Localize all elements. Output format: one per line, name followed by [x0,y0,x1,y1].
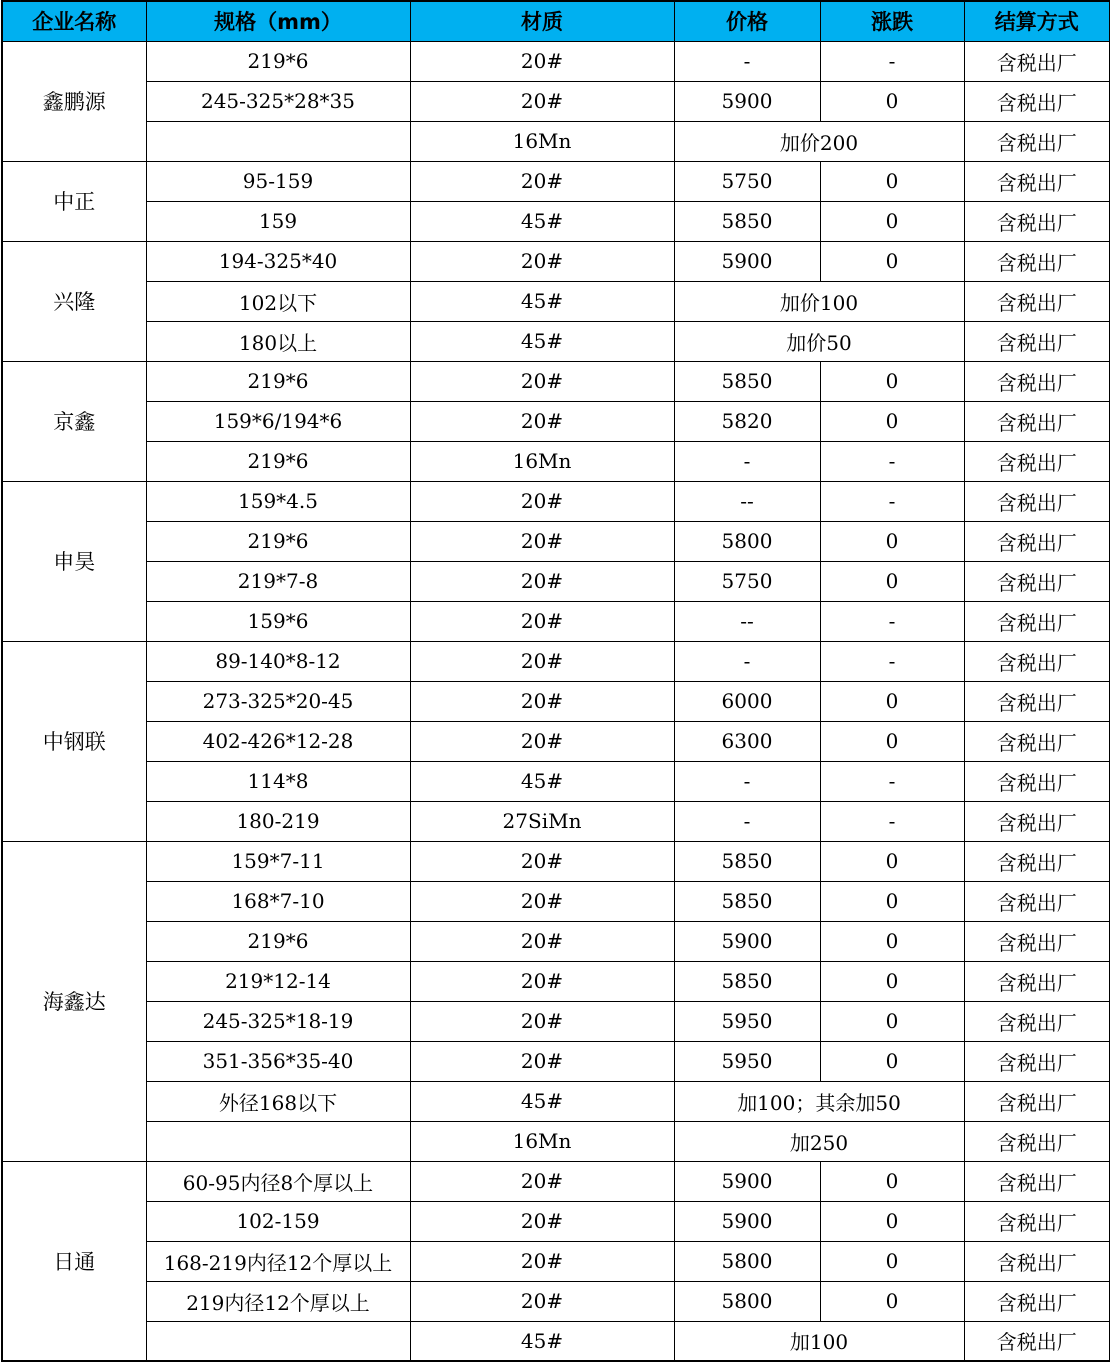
settlement-cell: 含税出厂 [964,361,1110,401]
change-cell: 0 [820,961,964,1001]
material-cell: 20# [410,681,674,721]
spec-cell: 351-356*35-40 [146,1041,410,1081]
price-cell: 5850 [674,201,820,241]
table-row [2,1121,1110,1161]
spec-cell [146,121,410,161]
header-change: 涨跌 [820,1,964,41]
change-cell: - [820,481,964,521]
table-body [2,41,1110,1361]
price-cell: 5900 [674,241,820,281]
price-cell: -- [674,481,820,521]
table-row [2,1161,1110,1201]
material-cell: 45# [410,1321,674,1361]
price-table [1,0,1110,1362]
change-cell: 0 [820,1161,964,1201]
spec-cell: 159*4.5 [146,481,410,521]
table-row [2,1041,1110,1081]
material-cell: 20# [410,1041,674,1081]
material-cell: 20# [410,41,674,81]
change-cell: 0 [820,841,964,881]
settlement-cell: 含税出厂 [964,1201,1110,1241]
change-cell: - [820,641,964,681]
company-cell: 京鑫 [2,361,146,481]
change-cell: 0 [820,1241,964,1281]
table-row [2,1281,1110,1321]
price-cell: 5800 [674,1281,820,1321]
table-row [2,561,1110,601]
spec-cell: 273-325*20-45 [146,681,410,721]
spec-cell: 102以下 [146,281,410,321]
material-cell: 20# [410,601,674,641]
price-cell: - [674,441,820,481]
material-cell: 20# [410,1281,674,1321]
table-row [2,1001,1110,1041]
header-settlement: 结算方式 [964,1,1110,41]
settlement-cell: 含税出厂 [964,1321,1110,1361]
change-cell: 0 [820,1201,964,1241]
material-cell: 16Mn [410,441,674,481]
settlement-cell: 含税出厂 [964,1041,1110,1081]
price-note-cell: 加100；其余加50 [674,1081,964,1121]
material-cell: 20# [410,1161,674,1201]
settlement-cell: 含税出厂 [964,201,1110,241]
price-cell: - [674,41,820,81]
spec-cell: 89-140*8-12 [146,641,410,681]
settlement-cell: 含税出厂 [964,681,1110,721]
change-cell: 0 [820,81,964,121]
change-cell: - [820,761,964,801]
settlement-cell: 含税出厂 [964,641,1110,681]
settlement-cell: 含税出厂 [964,841,1110,881]
settlement-cell: 含税出厂 [964,1241,1110,1281]
table-row [2,481,1110,521]
spec-cell: 180-219 [146,801,410,841]
table-row [2,521,1110,561]
spec-cell: 194-325*40 [146,241,410,281]
settlement-cell: 含税出厂 [964,1081,1110,1121]
spec-cell: 159*7-11 [146,841,410,881]
table-row [2,601,1110,641]
table-row [2,921,1110,961]
material-cell: 45# [410,281,674,321]
price-cell: -- [674,601,820,641]
material-cell: 45# [410,321,674,361]
spec-cell: 168-219内径12个厚以上 [146,1241,410,1281]
change-cell: 0 [820,201,964,241]
spec-cell: 219*12-14 [146,961,410,1001]
header-row [2,1,1110,41]
material-cell: 20# [410,561,674,601]
price-cell: 5750 [674,561,820,601]
spec-cell: 外径168以下 [146,1081,410,1121]
table-row [2,881,1110,921]
company-cell: 鑫鹏源 [2,41,146,161]
settlement-cell: 含税出厂 [964,761,1110,801]
spec-cell: 159*6/194*6 [146,401,410,441]
settlement-cell: 含税出厂 [964,601,1110,641]
price-note-cell: 加100 [674,1321,964,1361]
price-note-cell: 加价100 [674,281,964,321]
material-cell: 16Mn [410,1121,674,1161]
table-row [2,401,1110,441]
spec-cell: 114*8 [146,761,410,801]
table-row [2,201,1110,241]
table-row [2,721,1110,761]
header-material: 材质 [410,1,674,41]
change-cell: - [820,41,964,81]
table-row [2,241,1110,281]
settlement-cell: 含税出厂 [964,441,1110,481]
material-cell: 45# [410,761,674,801]
table-row [2,361,1110,401]
company-cell: 中正 [2,161,146,241]
spec-cell: 102-159 [146,1201,410,1241]
header-company: 企业名称 [2,1,146,41]
spec-cell: 168*7-10 [146,881,410,921]
spec-cell: 180以上 [146,321,410,361]
change-cell: 0 [820,1041,964,1081]
material-cell: 20# [410,521,674,561]
spec-cell: 245-325*18-19 [146,1001,410,1041]
price-cell: 5850 [674,881,820,921]
price-cell: 5900 [674,1201,820,1241]
header-spec: 规格（mm） [146,1,410,41]
settlement-cell: 含税出厂 [964,241,1110,281]
table-row [2,801,1110,841]
spec-cell: 402-426*12-28 [146,721,410,761]
table-row [2,81,1110,121]
price-cell: 5900 [674,921,820,961]
spec-cell: 219*6 [146,921,410,961]
spec-cell: 219*6 [146,441,410,481]
price-cell: - [674,801,820,841]
material-cell: 27SiMn [410,801,674,841]
spec-cell: 219*6 [146,361,410,401]
spec-cell: 159 [146,201,410,241]
table-row [2,961,1110,1001]
company-cell: 兴隆 [2,241,146,361]
material-cell: 20# [410,921,674,961]
material-cell: 20# [410,1241,674,1281]
change-cell: 0 [820,361,964,401]
price-cell: - [674,761,820,801]
settlement-cell: 含税出厂 [964,1281,1110,1321]
change-cell: 0 [820,1281,964,1321]
change-cell: - [820,441,964,481]
material-cell: 45# [410,1081,674,1121]
price-cell: 5950 [674,1001,820,1041]
price-cell: 5850 [674,841,820,881]
table-row [2,121,1110,161]
company-cell: 申昊 [2,481,146,641]
spec-cell: 219*7-8 [146,561,410,601]
spec-cell: 95-159 [146,161,410,201]
price-cell: 5800 [674,521,820,561]
price-note-cell: 加价50 [674,321,964,361]
table-row [2,41,1110,81]
material-cell: 20# [410,361,674,401]
settlement-cell: 含税出厂 [964,521,1110,561]
material-cell: 16Mn [410,121,674,161]
material-cell: 20# [410,841,674,881]
spec-cell: 219*6 [146,521,410,561]
settlement-cell: 含税出厂 [964,81,1110,121]
settlement-cell: 含税出厂 [964,1121,1110,1161]
price-cell: 5750 [674,161,820,201]
spec-cell: 219*6 [146,41,410,81]
header-price: 价格 [674,1,820,41]
table-row [2,161,1110,201]
price-cell: 5950 [674,1041,820,1081]
table-row [2,1321,1110,1361]
material-cell: 45# [410,201,674,241]
change-cell: 0 [820,681,964,721]
price-cell: 5900 [674,81,820,121]
spec-cell: 159*6 [146,601,410,641]
settlement-cell: 含税出厂 [964,801,1110,841]
price-cell: - [674,641,820,681]
settlement-cell: 含税出厂 [964,401,1110,441]
settlement-cell: 含税出厂 [964,41,1110,81]
material-cell: 20# [410,481,674,521]
company-cell: 中钢联 [2,641,146,841]
settlement-cell: 含税出厂 [964,1001,1110,1041]
company-cell: 日通 [2,1161,146,1361]
material-cell: 20# [410,641,674,681]
spec-cell: 219内径12个厚以上 [146,1281,410,1321]
material-cell: 20# [410,161,674,201]
material-cell: 20# [410,1001,674,1041]
settlement-cell: 含税出厂 [964,721,1110,761]
spec-cell [146,1121,410,1161]
table-row [2,441,1110,481]
material-cell: 20# [410,81,674,121]
spec-cell: 60-95内径8个厚以上 [146,1161,410,1201]
change-cell: - [820,601,964,641]
change-cell: 0 [820,561,964,601]
price-cell: 6000 [674,681,820,721]
price-cell: 5850 [674,361,820,401]
material-cell: 20# [410,721,674,761]
change-cell: 0 [820,881,964,921]
change-cell: 0 [820,521,964,561]
spec-cell [146,1321,410,1361]
table-row [2,281,1110,321]
table-row [2,641,1110,681]
price-note-cell: 加价200 [674,121,964,161]
change-cell: 0 [820,401,964,441]
change-cell: 0 [820,921,964,961]
material-cell: 20# [410,241,674,281]
material-cell: 20# [410,401,674,441]
table-row [2,681,1110,721]
material-cell: 20# [410,881,674,921]
change-cell: 0 [820,721,964,761]
material-cell: 20# [410,961,674,1001]
settlement-cell: 含税出厂 [964,961,1110,1001]
change-cell: 0 [820,1001,964,1041]
settlement-cell: 含税出厂 [964,321,1110,361]
table-row [2,321,1110,361]
settlement-cell: 含税出厂 [964,561,1110,601]
table-row [2,1201,1110,1241]
table-row [2,761,1110,801]
settlement-cell: 含税出厂 [964,161,1110,201]
price-note-cell: 加250 [674,1121,964,1161]
settlement-cell: 含税出厂 [964,121,1110,161]
price-cell: 5800 [674,1241,820,1281]
price-cell: 6300 [674,721,820,761]
settlement-cell: 含税出厂 [964,1161,1110,1201]
price-cell: 5820 [674,401,820,441]
price-cell: 5900 [674,1161,820,1201]
table-row [2,1081,1110,1121]
table-row [2,841,1110,881]
table-row [2,1241,1110,1281]
settlement-cell: 含税出厂 [964,921,1110,961]
change-cell: 0 [820,161,964,201]
settlement-cell: 含税出厂 [964,281,1110,321]
spec-cell: 245-325*28*35 [146,81,410,121]
settlement-cell: 含税出厂 [964,881,1110,921]
change-cell: 0 [820,241,964,281]
price-cell: 5850 [674,961,820,1001]
change-cell: - [820,801,964,841]
material-cell: 20# [410,1201,674,1241]
settlement-cell: 含税出厂 [964,481,1110,521]
company-cell: 海鑫达 [2,841,146,1161]
